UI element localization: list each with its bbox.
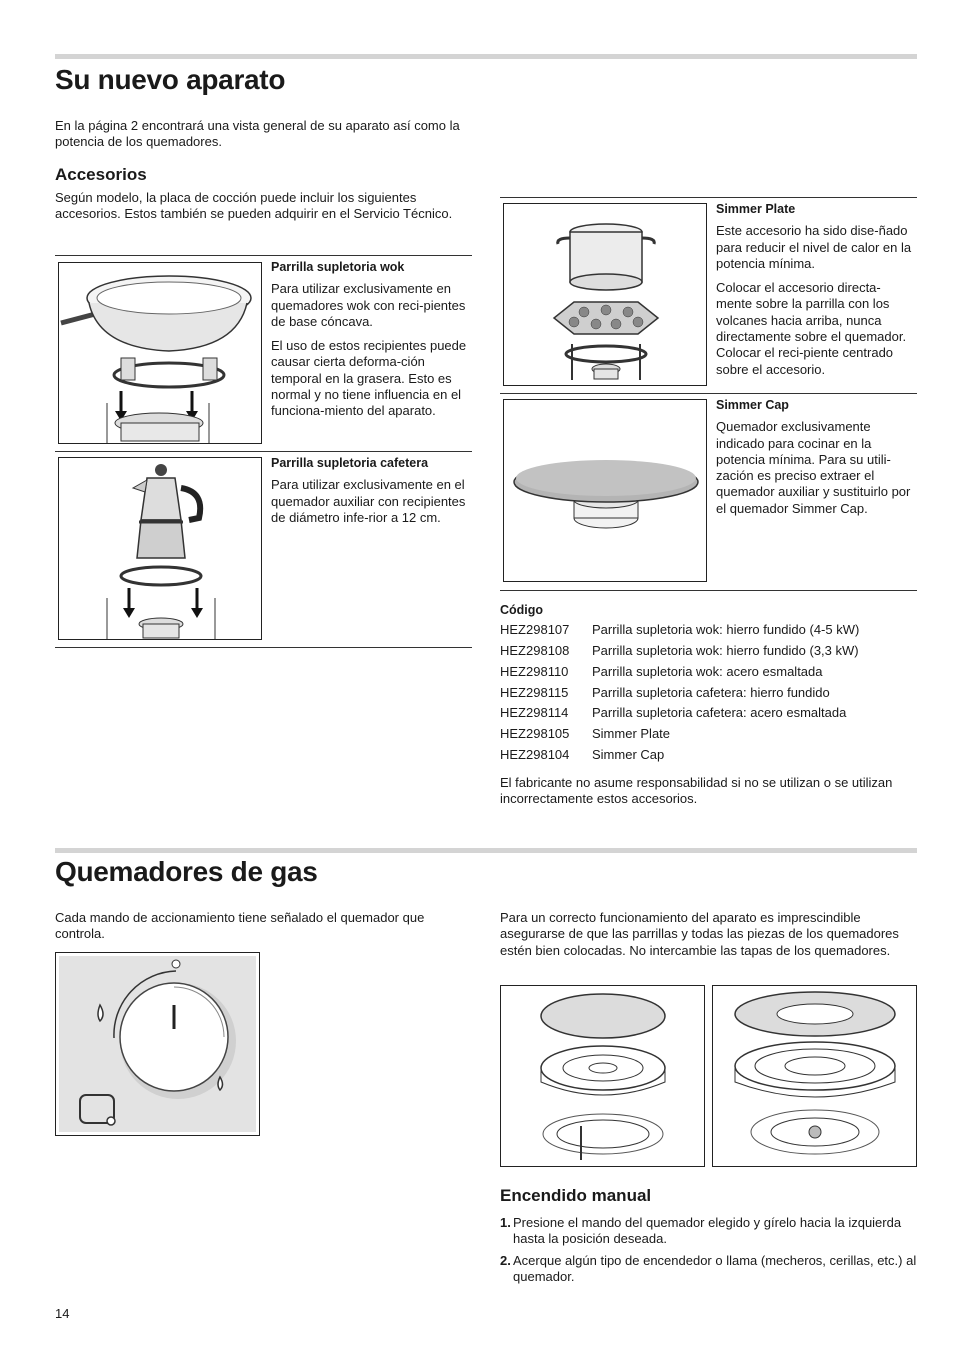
codigo-code: HEZ298115 bbox=[500, 684, 569, 700]
codigo-desc: Parrilla supletoria wok: hierro fundido (4-5 kW) bbox=[592, 622, 860, 638]
cafetera-heading: Parrilla supletoria cafetera bbox=[271, 456, 429, 470]
step-text: Acerque algún tipo de encendedor o llama (mecheros, cerillas, etc.) al quemador. bbox=[513, 1252, 917, 1284]
codigo-row bbox=[500, 724, 917, 745]
divider bbox=[55, 255, 472, 256]
section-title-quemadores: Quemadores de gas bbox=[55, 856, 318, 887]
cafetera-illustration bbox=[58, 457, 262, 640]
heading-accesorios: Accesorios bbox=[55, 165, 147, 184]
codigo-heading: Código bbox=[500, 603, 544, 617]
step-item bbox=[500, 1215, 917, 1248]
codigo-desc: Parrilla supletoria cafetera: acero esmaltada bbox=[592, 705, 847, 721]
accesorios-text: Según modelo, la placa de cocción puede incluir los siguientes accesorios. Estos también se pueden adquirir en el Servicio Técnico. bbox=[55, 190, 453, 222]
simmer-cap-heading: Simmer Cap bbox=[716, 398, 789, 412]
simmer-plate-description bbox=[716, 201, 916, 386]
divider bbox=[55, 451, 472, 452]
step-text: Presione el mando del quemador elegido y gírelo hacia la izquierda hasta la posición deseada. bbox=[513, 1215, 902, 1247]
encendido-steps bbox=[500, 1215, 917, 1290]
simmer-cap-paragraph-1: Quemador exclusivamente indicado para cocinar en la potencia mínima. Para su utili-zación es preciso extraer el quemador auxiliar y sustituirlo por el quemador Simmer Cap. bbox=[716, 419, 911, 516]
burner-illustration-2 bbox=[712, 985, 917, 1167]
quemadores-right-text: Para un correcto funcionamiento del aparato es imprescindible asegurarse de que las parrillas y todas las piezas de los quemadores estén bien colocadas. No intercambie las tapas de los quemadores. bbox=[500, 910, 899, 958]
step-number: 1. bbox=[500, 1215, 511, 1230]
codigo-desc: Parrilla supletoria cafetera: hierro fundido bbox=[592, 684, 830, 700]
codigo-code: HEZ298108 bbox=[500, 643, 570, 659]
knob-illustration bbox=[55, 952, 260, 1136]
codigo-code: HEZ298110 bbox=[500, 663, 569, 679]
step-number: 2. bbox=[500, 1252, 511, 1268]
codigo-code: HEZ298105 bbox=[500, 726, 570, 742]
simmer-plate-illustration bbox=[503, 203, 707, 386]
quemadores-left-text: Cada mando de accionamiento tiene señalado el quemador que controla. bbox=[55, 910, 425, 942]
section-rule bbox=[55, 848, 917, 853]
divider bbox=[500, 197, 917, 198]
section-rule bbox=[55, 54, 917, 59]
simmer-plate-heading: Simmer Plate bbox=[716, 202, 796, 216]
divider bbox=[500, 590, 917, 591]
simmer-cap-description bbox=[716, 397, 916, 525]
codigo-row bbox=[500, 662, 917, 683]
codigo-code: HEZ298114 bbox=[500, 705, 569, 721]
codigo-code: HEZ298104 bbox=[500, 747, 570, 763]
codigo-desc: Parrilla supletoria wok: acero esmaltada bbox=[592, 663, 823, 679]
divider bbox=[500, 393, 917, 394]
section-title-aparato: Su nuevo aparato bbox=[55, 64, 286, 95]
page-number: 14 bbox=[55, 1306, 70, 1321]
heading-encendido: Encendido manual bbox=[500, 1186, 652, 1205]
codigo-code: HEZ298107 bbox=[500, 622, 570, 638]
cafetera-description bbox=[271, 455, 471, 534]
burner-illustration-1 bbox=[500, 985, 705, 1167]
simmer-plate-paragraph-1: Este accesorio ha sido dise-ñado para reducir el nivel de calor en la potencia mínima. bbox=[716, 223, 912, 271]
codigo-row bbox=[500, 703, 917, 724]
simmer-plate-paragraph-2: Colocar el accesorio directa-mente sobre la parrilla con los volcanes hacia arriba, nunca directamente sobre el quemador. Colocar el reci-piente centrado sobre el accesorio. bbox=[716, 280, 907, 377]
wok-paragraph-1: Para utilizar exclusivamente en quemadores wok con reci-pientes de base cóncava. bbox=[271, 281, 466, 329]
wok-illustration bbox=[58, 262, 262, 444]
codigo-desc: Simmer Plate bbox=[592, 726, 671, 742]
step-item bbox=[500, 1253, 917, 1286]
codigo-note: El fabricante no asume responsabilidad si no se utilizan o se utilizan incorrectamente estos accesorios. bbox=[500, 774, 893, 807]
wok-paragraph-2: El uso de estos recipientes puede causar cierta deforma-ción temporal en la grasera. Esto es normal y no tiene influencia en el funciona-miento del aparato. bbox=[271, 338, 467, 419]
codigo-row bbox=[500, 745, 917, 766]
wok-heading: Parrilla supletoria wok bbox=[271, 260, 405, 274]
wok-description bbox=[271, 259, 471, 428]
codigo-desc: Simmer Cap bbox=[592, 747, 665, 763]
divider bbox=[55, 647, 472, 648]
cafetera-paragraph-1: Para utilizar exclusivamente en el quemador auxiliar con recipientes de diámetro infe-rior a 12 cm. bbox=[271, 477, 466, 525]
codigo-block bbox=[500, 602, 917, 815]
codigo-row bbox=[500, 683, 917, 704]
codigo-desc: Parrilla supletoria wok: hierro fundido (3,3 kW) bbox=[592, 643, 859, 659]
codigo-list bbox=[500, 620, 917, 766]
intro-text: En la página 2 encontrará una vista general de su aparato así como la potencia de los quemadores. bbox=[55, 118, 460, 150]
simmer-cap-illustration bbox=[503, 399, 707, 582]
codigo-row bbox=[500, 620, 917, 641]
codigo-row bbox=[500, 641, 917, 662]
